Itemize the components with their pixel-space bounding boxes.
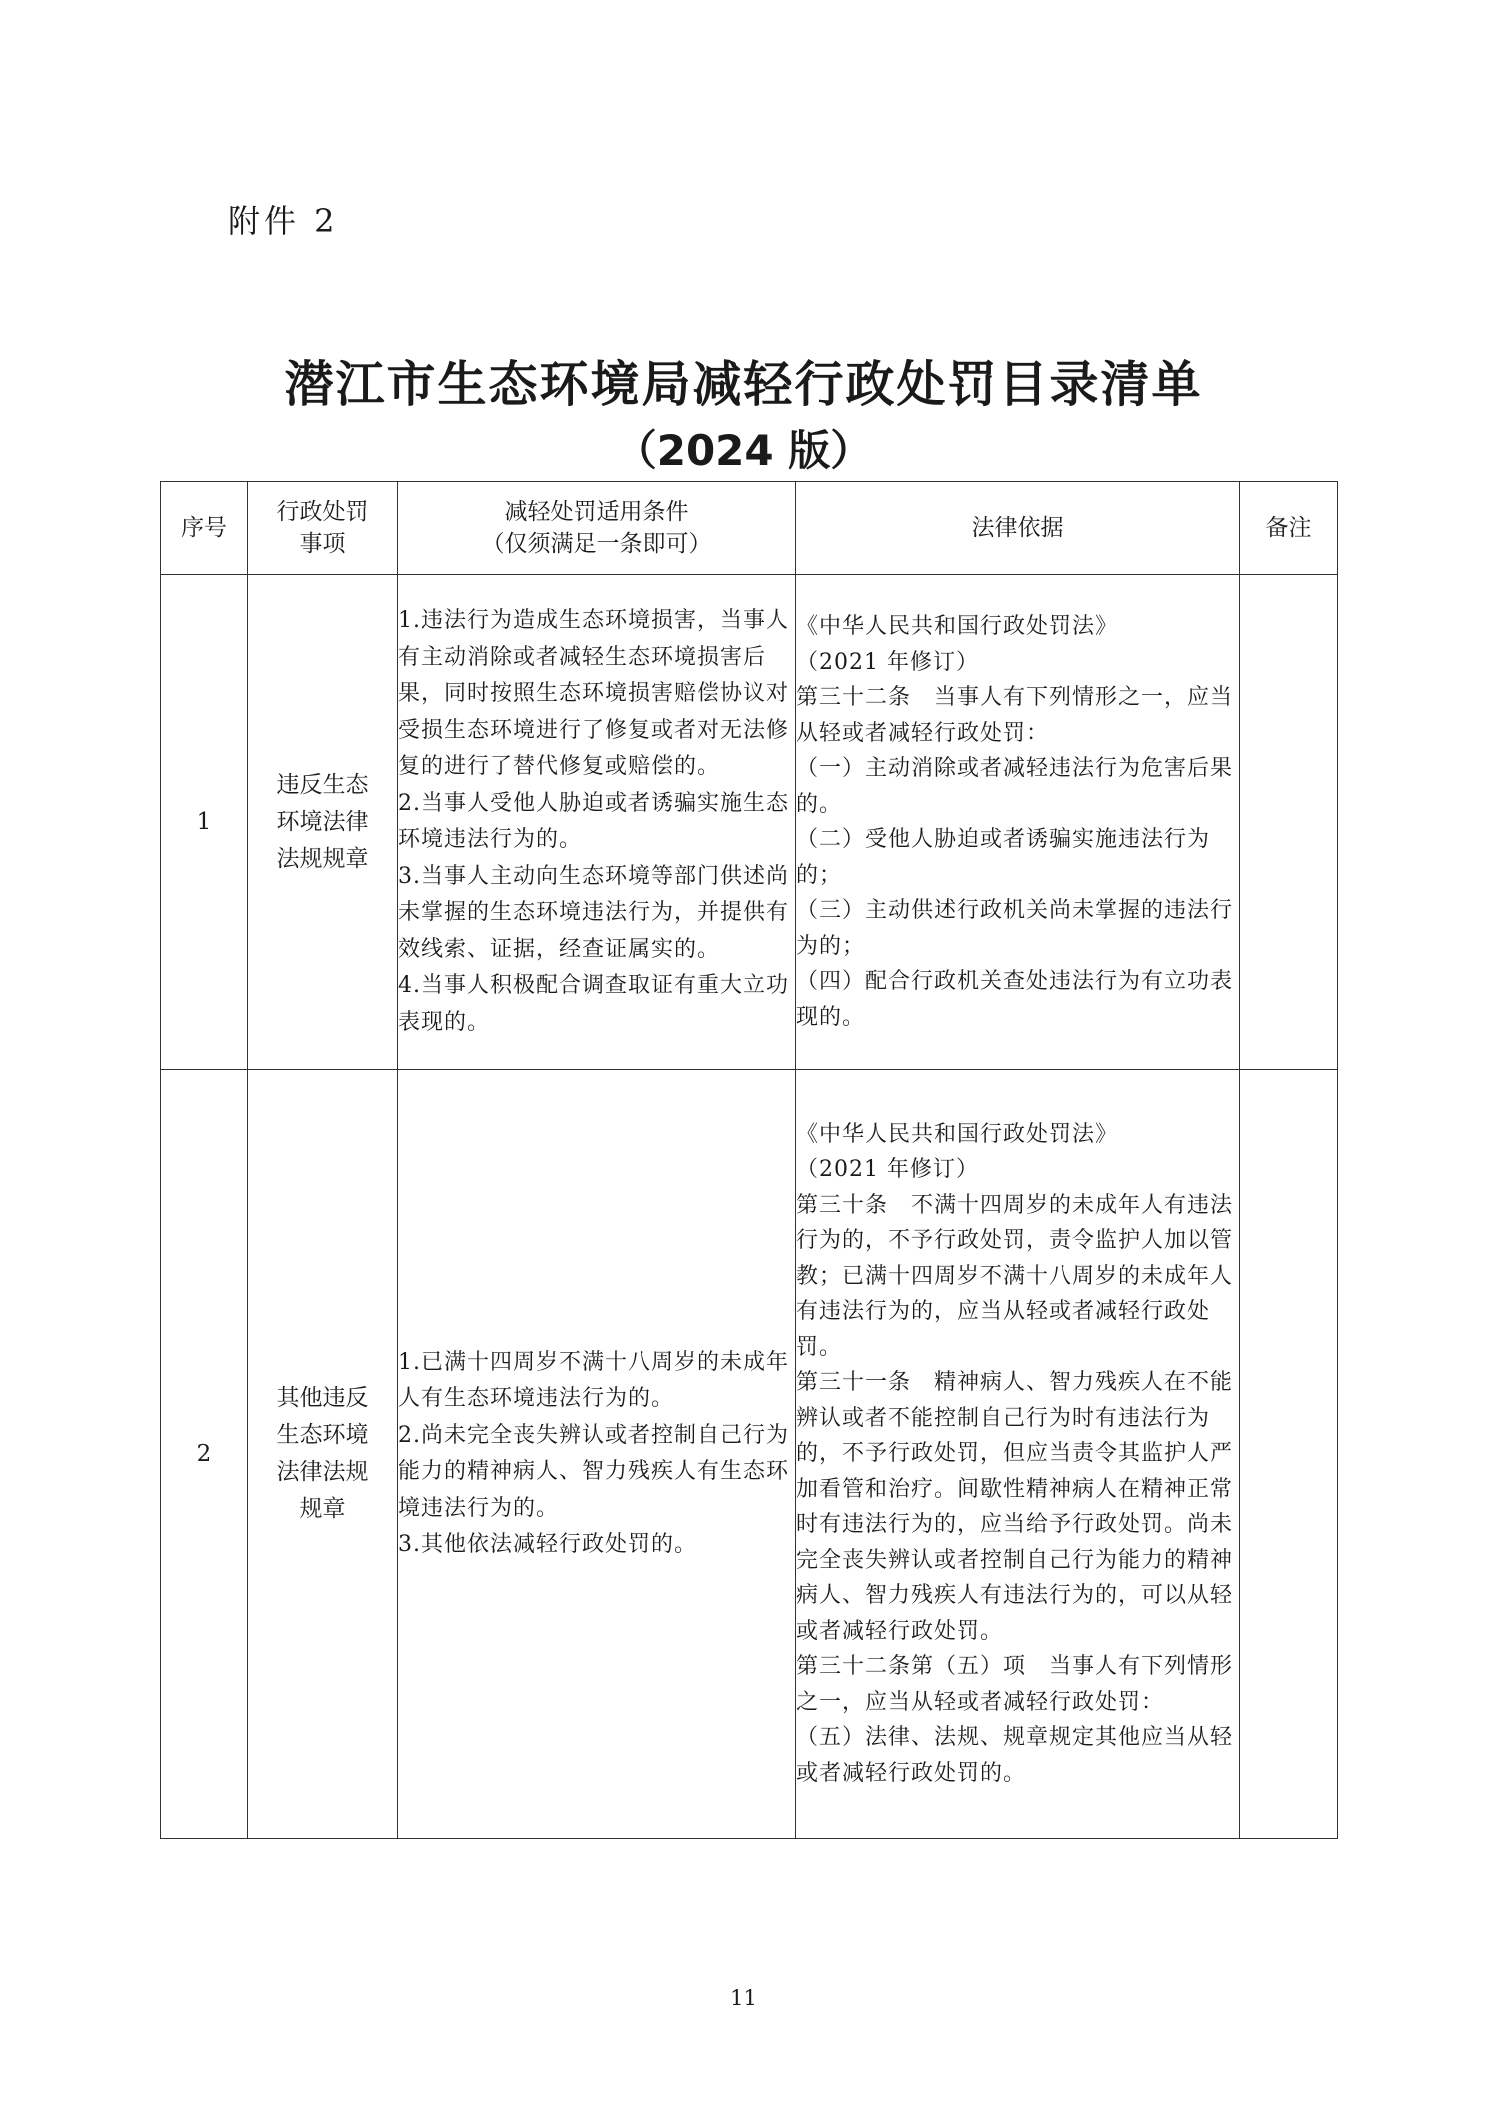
row-legal-basis-text: 《中华人民共和国行政处罚法》 （2021 年修订） 第三十二条 当事人有下列情形之一，应当从轻或者减轻行政处罚： （一）主动消除或者减轻违法行为危害后果的。 （二）受他人胁迫或者诱骗实施违法行为的； （三）主动供述行政机关尚未掌握的违法行为的； （四）配合行政机关查处违法行为有立功表现的。 <box>796 614 1234 1030</box>
table-row <box>161 575 1338 1070</box>
row-remarks <box>1240 575 1338 1070</box>
row-legal-basis <box>796 1070 1240 1839</box>
header-item <box>248 482 398 575</box>
row-item <box>248 1070 398 1839</box>
row-seq: 1 <box>161 575 248 1070</box>
attachment-label: 附件 2 <box>228 202 339 240</box>
header-conditions-line1: 减轻处罚适用条件 <box>504 499 689 525</box>
penalty-catalog-table <box>160 481 1338 1839</box>
row-conditions-text: 1.违法行为造成生态环境损害，当事人有主动消除或者减轻生态环境损害后果，同时按照生态环境损害赔偿协议对受损生态环境进行了修复或者对无法修复的进行了替代修复或赔偿的。 2.当事人受他人胁迫或者诱骗实施生态环境违法行为的。 3.当事人主动向生态环境等部门供述尚未掌握的生态环境违法行为，并提供有效线索、证据，经查证属实的。 4.当事人积极配合调查取证有重大立功表现的。 <box>398 608 790 1035</box>
page-number: 11 <box>730 1986 757 2010</box>
header-item-label: 行政处罚事项 <box>276 499 369 557</box>
row-item <box>248 575 398 1070</box>
document-subtitle: （2024 版） <box>614 426 873 475</box>
row-conditions <box>398 1070 796 1839</box>
row-item-label: 其他违反生态环境法律法规规章 <box>276 1385 369 1522</box>
table-header-row <box>161 482 1338 575</box>
row-conditions <box>398 575 796 1070</box>
header-conditions <box>398 482 796 575</box>
row-item-label: 违反生态环境法律法规规章 <box>276 771 369 872</box>
row-seq: 2 <box>161 1070 248 1839</box>
header-seq: 序号 <box>161 482 248 575</box>
header-legal-basis: 法律依据 <box>796 482 1240 575</box>
row-legal-basis-text: 《中华人民共和国行政处罚法》 （2021 年修订） 第三十条 不满十四周岁的未成年人有违法行为的，不予行政处罚，责令监护人加以管教；已满十四周岁不满十八周岁的未成年人有违法行为的，应当从轻或者减轻行政处罚。 第三十一条 精神病人、智力残疾人在不能辨认或者不能控制自己行为时有违法行为的，不予行政处罚，但应当责令其监护人严加看管和治疗。间歇性精神病人在精神正常时有违法行为的，应当给予行政处罚。尚未完全丧失辨认或者控制自己行为能力的精神病人、智力残疾人有违法行为的，可以从轻或者减轻行政处罚。 第三十二条第（五）项 当事人有下列情形之一，应当从轻或者减轻行政处罚： （五）法律、法规、规章规定其他应当从轻或者减轻行政处罚的。 <box>796 1121 1234 1786</box>
header-remarks: 备注 <box>1240 482 1338 575</box>
row-remarks <box>1240 1070 1338 1839</box>
row-legal-basis <box>796 575 1240 1070</box>
row-conditions-text: 1.已满十四周岁不满十八周岁的未成年人有生态环境违法行为的。 2.尚未完全丧失辨认或者控制自己行为能力的精神病人、智力残疾人有生态环境违法行为的。 3.其他依法减轻行政处罚的。 <box>398 1349 790 1557</box>
document-title: 潜江市生态环境局减轻行政处罚目录清单 <box>284 356 1203 413</box>
table-row <box>161 1070 1338 1839</box>
header-conditions-line2: （仅须满足一条即可） <box>481 531 712 557</box>
